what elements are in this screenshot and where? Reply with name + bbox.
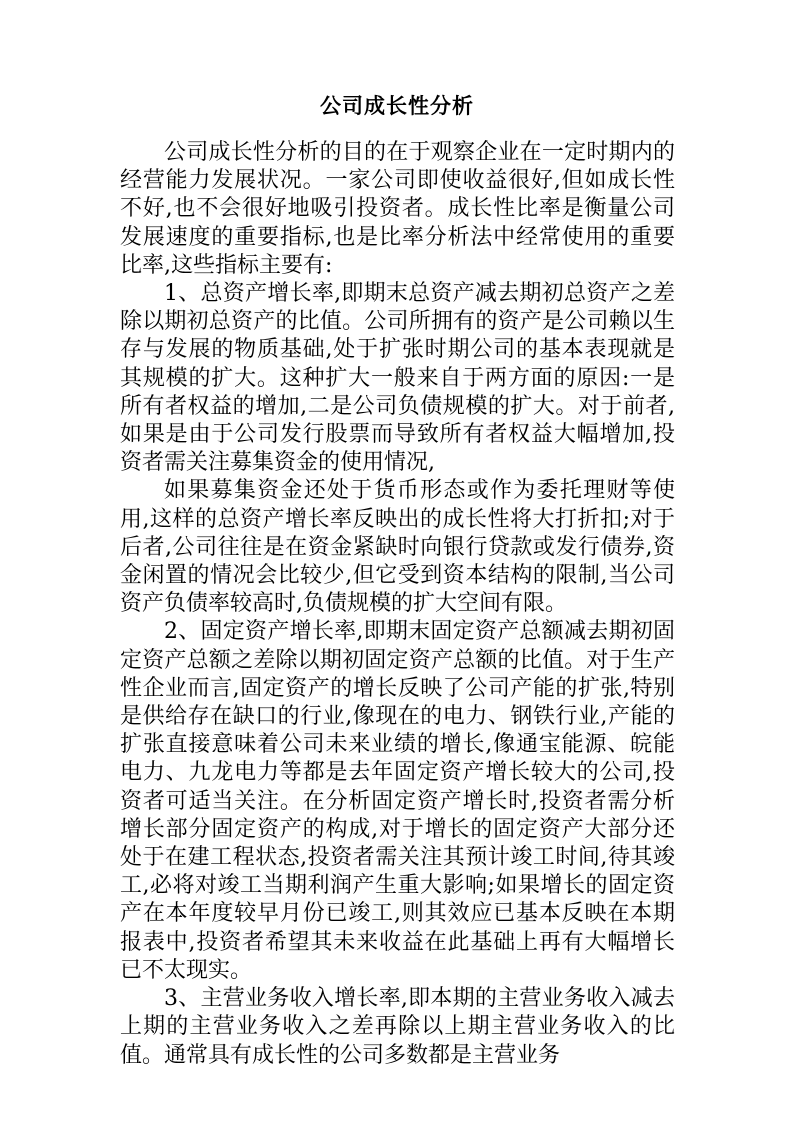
fixed-assets-growth-paragraph: 2、固定资产增长率,即期末固定资产总额减去期初固定资产总额之差除以期初固定资产总额的比值。对于生产性企业而言,固定资产的增长反映了公司产能的扩张,特别是供给存在缺口的行业,像现在的电力、钢铁行业,产能的扩张直接意味着公司未来业绩的增长,像通宝能源、皖能电力、九龙电力等都是去年固定资产增长较大的公司,投资者可适当关注。在分析固定资产增长时,投资者需分析增长部分固定资产的构成,对于增长的固定资产大部分还处于在建工程状态,投资者需关注其预计竣工时间,待其竣工,必将对竣工当期利润产生重大影响;如果增长的固定资产在本年度较早月份已竣工,则其效应已基本反映在本期报表中,投资者希望其未来收益在此基础上再有大幅增长已不太现实。 — [120, 619, 675, 983]
fundraising-paragraph: 如果募集资金还处于货币形态或作为委托理财等使用,这样的总资产增长率反映出的成长性将大打折扣;对于后者,公司往往是在资金紧缺时向银行贷款或发行债券,资金闲置的情况会比较少,但它受到资本结构的限制,当公司资产负债率较高时,负债规模的扩大空间有限。 — [120, 478, 675, 617]
total-assets-growth-paragraph: 1、总资产增长率,即期末总资产减去期初总资产之差除以期初总资产的比值。公司所拥有的资产是公司赖以生存与发展的物质基础,处于扩张时期公司的基本表现就是其规模的扩大。这种扩大一般来自于两方面的原因:一是所有者权益的增加,二是公司负债规模的扩大。对于前者,如果是由于公司发行股票而导致所有者权益大幅增加,投资者需关注募集资金的使用情况, — [120, 281, 675, 476]
document-body — [120, 139, 675, 1070]
document-title: 公司成长性分析 — [320, 94, 474, 118]
intro-paragraph: 公司成长性分析的目的在于观察企业在一定时期内的经营能力发展状况。一家公司即使收益很好,但如成长性不好,也不会很好地吸引投资者。成长性比率是衡量公司发展速度的重要指标,也是比率分析法中经常使用的重要比率,这些指标主要有: — [120, 140, 675, 278]
revenue-growth-paragraph: 3、主营业务收入增长率,即本期的主营业务收入减去上期的主营业务收入之差再除以上期主营业务收入的比值。通常具有成长性的公司多数都是主营业务 — [120, 986, 675, 1068]
